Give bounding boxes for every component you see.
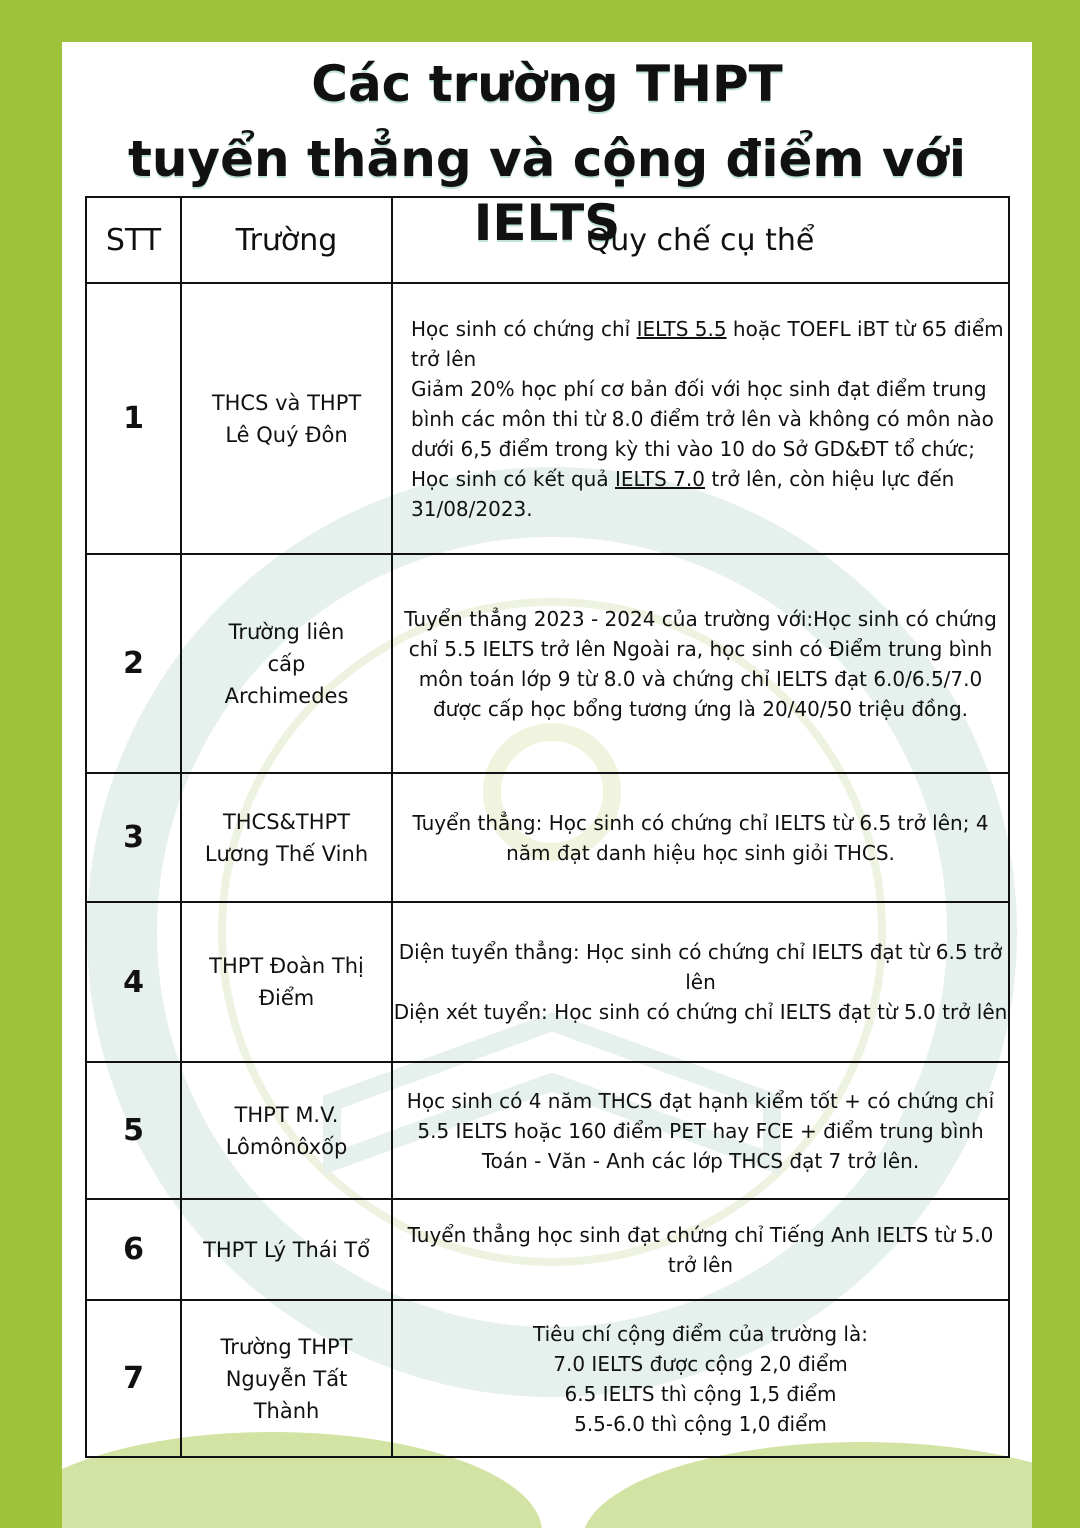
school-name-line: THCS&THPT — [222, 809, 351, 834]
poster-sheet — [62, 42, 1032, 1528]
rule-text: Tuyển thẳng 2023 - 2024 của trường với:Học sinh có chứng chỉ 5.5 IELTS trở lên Ngoài ra, học sinh có Điểm trung bình môn toán lớp 9 từ 8.0 và chứng chỉ IELTS đạt 6.0/6.5/7.0 được cấp học bổng tương ứng là 20/40/50 triệu đồng. — [392, 554, 1009, 773]
rule-paragraph: 5.5-6.0 thì cộng 1,0 điểm — [574, 1411, 827, 1436]
school-name-line: Lê Quý Đôn — [225, 422, 348, 447]
rule-paragraph: 7.0 IELTS được cộng 2,0 điểm — [553, 1351, 848, 1376]
table-row — [86, 773, 1009, 902]
header-stt: STT — [86, 197, 181, 283]
rule-paragraph: Diện tuyển thẳng: Học sinh có chứng chỉ IELTS đạt từ 6.5 trở lên — [398, 940, 1003, 994]
row-number: 3 — [86, 773, 181, 902]
row-number: 6 — [86, 1199, 181, 1300]
header-rule: Quy chế cụ thể — [392, 197, 1009, 283]
rule-text — [392, 283, 1009, 554]
school-name-line: Lômônôxốp — [225, 1134, 348, 1159]
school-name-line: Lương Thế Vinh — [204, 841, 369, 866]
rule-paragraph: Tiêu chí cộng điểm của trường là: — [533, 1321, 868, 1346]
school-name-line: THPT Lý Thái Tổ — [203, 1237, 370, 1262]
schools-table — [85, 196, 1010, 1458]
school-name-line: cấp — [267, 651, 306, 676]
school-name-line: Thành — [253, 1398, 320, 1423]
table-row — [86, 1300, 1009, 1457]
rule-text-part: Học sinh có chứng chỉ — [411, 316, 637, 341]
school-name-line: THPT Đoàn Thị — [209, 954, 364, 978]
school-name-line: THCS và THPT — [211, 390, 362, 415]
rule-text: Học sinh có 4 năm THCS đạt hạnh kiểm tốt + có chứng chỉ 5.5 IELTS hoặc 160 điểm PET hay FCE + điểm trung bình Toán - Văn - Anh các lớp THCS đạt 7 trở lên. — [392, 1062, 1009, 1199]
table-row — [86, 1062, 1009, 1199]
school-name — [181, 554, 392, 773]
table-header-row — [86, 197, 1009, 283]
school-name — [181, 773, 392, 902]
school-name-line: Archimedes — [224, 683, 349, 708]
rule-text — [392, 902, 1009, 1062]
school-name — [181, 902, 392, 1062]
row-number: 7 — [86, 1300, 181, 1457]
school-name — [181, 1062, 392, 1199]
rule-paragraph: Diện xét tuyển: Học sinh có chứng chỉ IELTS đạt từ 5.0 trở lên — [393, 1000, 1008, 1024]
title-line-1: Các trường THPT — [311, 55, 783, 113]
rule-text — [392, 1300, 1009, 1457]
rule-text-part: trở lên, còn hiệu lực đến 31/08/2023. — [411, 466, 955, 521]
row-number: 4 — [86, 902, 181, 1062]
school-name-line: Trường liên — [228, 619, 345, 644]
school-name — [181, 1199, 392, 1300]
rule-paragraph: 6.5 IELTS thì cộng 1,5 điểm — [564, 1381, 837, 1406]
row-number: 5 — [86, 1062, 181, 1199]
school-name-line: Trường THPT — [220, 1334, 353, 1359]
school-name — [181, 1300, 392, 1457]
rule-paragraph — [411, 314, 1008, 374]
row-number: 1 — [86, 283, 181, 554]
school-name — [181, 283, 392, 554]
school-name-line: Nguyễn Tất — [225, 1366, 348, 1391]
rule-text: Tuyển thẳng học sinh đạt chứng chỉ Tiếng Anh IELTS từ 5.0 trở lên — [392, 1199, 1009, 1300]
table-row — [86, 554, 1009, 773]
rule-text: Tuyển thẳng: Học sinh có chứng chỉ IELTS từ 6.5 trở lên; 4 năm đạt danh hiệu học sinh giỏi THCS. — [392, 773, 1009, 902]
rule-text-part: Giảm 20% học phí cơ bản đối với học sinh đạt điểm trung bình các môn thi từ 8.0 điểm trở lên và không có môn nào dưới 6,5 điểm trong kỳ thi vào 10 do Sở GD&ĐT tổ chức; Học sinh có kết quả — [411, 376, 994, 491]
title-line-2: tuyển thẳng và cộng điểm với IELTS — [128, 130, 966, 252]
school-name-line: Điểm — [258, 986, 315, 1010]
table-row — [86, 1199, 1009, 1300]
school-name-line: THPT M.V. — [234, 1102, 339, 1127]
rule-text-part: hoặc TOEFL iBT từ 65 điểm trở lên — [411, 316, 1004, 371]
header-school: Trường — [181, 197, 392, 283]
ielts-underlined: IELTS 7.0 — [614, 466, 705, 491]
ielts-underlined: IELTS 5.5 — [636, 316, 727, 341]
table-row — [86, 902, 1009, 1062]
row-number: 2 — [86, 554, 181, 773]
rule-paragraph — [411, 374, 1008, 524]
table-row — [86, 283, 1009, 554]
